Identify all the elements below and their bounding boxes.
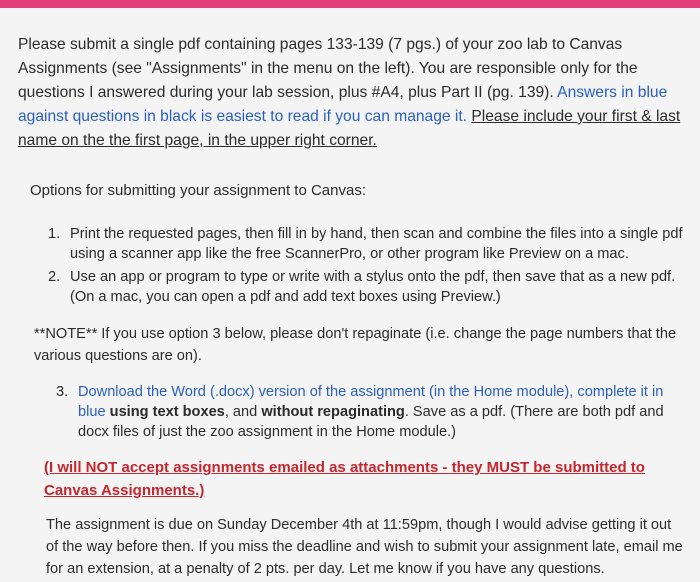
list-item — [56, 382, 690, 442]
list-item — [48, 224, 694, 264]
intro-blue-text: Answers in blue against questions in black is easiest to read if you can manage it. — [18, 84, 668, 125]
option3-text: Download the Word (.docx) version of the assignment (in the Home module), complete it in blue using text boxes, and without repaginating. Save as a pdf. (There are both pdf and docx files of just the zoo assignment in the Home module.) — [78, 384, 664, 440]
intro-text: Please submit a single pdf containing pages 133-139 (7 pgs.) of your zoo lab to Canvas Assignments (see "Assignments" in the menu on the left). You are responsible only for the questions I answered during your lab session, plus #A4, plus Part II (pg. 139). — [18, 36, 638, 101]
submission-warning: (I will NOT accept assignments emailed as attachments - they MUST be submitted to Canvas Assignments.) — [44, 459, 645, 499]
intro-paragraph — [18, 33, 694, 153]
list-item — [48, 267, 694, 307]
list-item-text: Print the requested pages, then fill in by hand, then scan and combine the files into a single pdf using a scanner app like the free ScannerPro, or other program like Preview on a mac. — [70, 226, 683, 262]
intro-underlined-text: Please include your first & last name on the the first page, in the upper right corner. — [18, 108, 681, 149]
due-date-paragraph: The assignment is due on Sunday December 4th at 11:59pm, though I would advise getting it out of the way before then. If you miss the deadline and wish to submit your assignment late, email me for an extension, at a penalty of 2 pts. per day. Let me know if you have any questions. — [46, 517, 683, 577]
option3-list — [56, 382, 690, 445]
options-heading: Options for submitting your assignment to Canvas: — [30, 182, 366, 199]
top-accent-bar — [0, 0, 700, 8]
note-paragraph: **NOTE** If you use option 3 below, please don't repaginate (i.e. change the page numbers that the various questions are on). — [34, 326, 677, 364]
list-item-number: 1. — [48, 226, 61, 242]
assignment-instructions — [0, 8, 700, 582]
list-item-text: Use an app or program to type or write with a stylus onto the pdf, then save that as a new pdf. (On a mac, you can open a pdf and add text boxes using Preview.) — [70, 269, 676, 305]
options-list — [48, 224, 694, 310]
list-item-number: 2. — [48, 269, 61, 285]
list-item-number: 3. — [56, 384, 69, 400]
